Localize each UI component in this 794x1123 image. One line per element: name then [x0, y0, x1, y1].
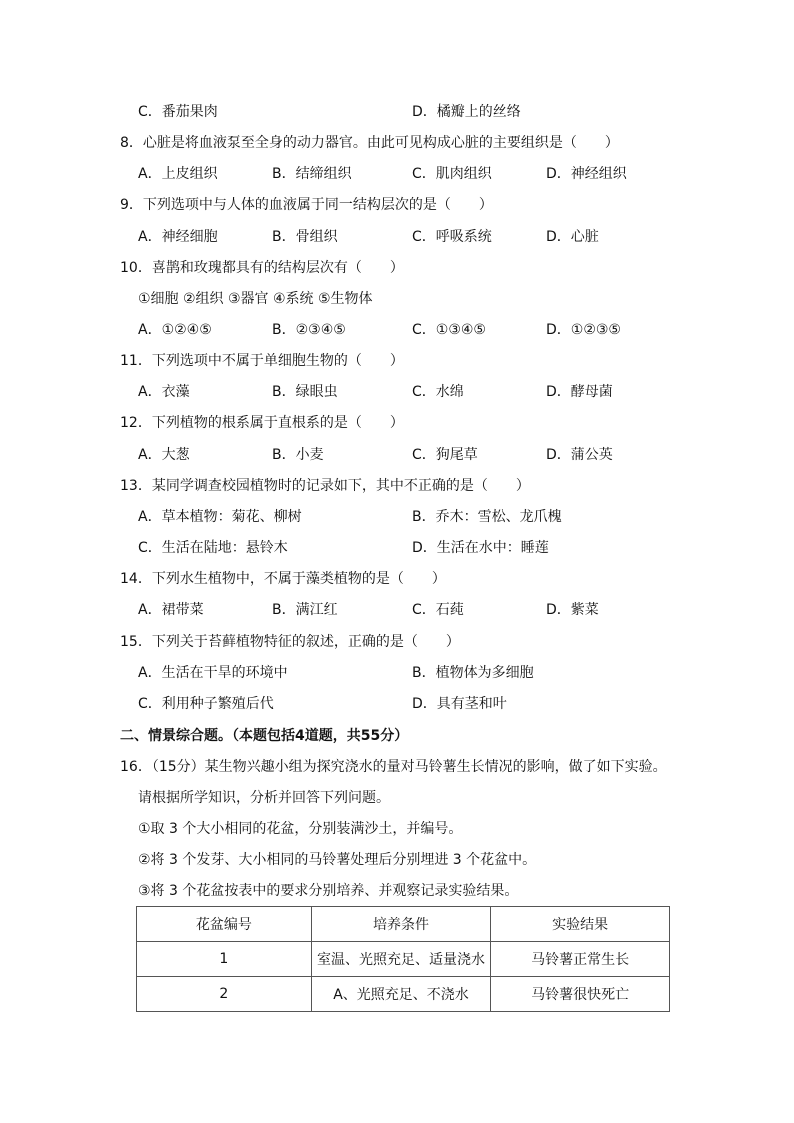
table-header-cell: 培养条件	[311, 907, 491, 942]
q8-option-b: B．结缔组织	[272, 166, 352, 182]
table-cell: 马铃薯正常生长	[491, 942, 670, 977]
q12-stem: 12．下列植物的根系属于直根系的是（ ）	[120, 415, 404, 431]
q13-stem: 13．某同学调查校园植物时的记录如下，其中不正确的是（ ）	[120, 478, 530, 494]
q10-option-d: D．①②③⑤	[546, 322, 621, 338]
q13-option-c: C．生活在陆地：悬铃木	[138, 540, 288, 556]
q8-option-d: D．神经组织	[546, 166, 627, 182]
table-row	[137, 977, 670, 1012]
q15-option-a: A．生活在干旱的环境中	[138, 665, 288, 681]
q12-option-a: A．大葱	[138, 447, 190, 463]
table-header-row	[137, 907, 670, 942]
q10-option-b: B．②③④⑤	[272, 322, 346, 338]
q14-option-c: C．石莼	[412, 602, 464, 618]
q7-option-d: D．橘瓣上的丝络	[412, 104, 521, 120]
table-cell: 马铃薯很快死亡	[491, 977, 670, 1012]
q11-stem: 11．下列选项中不属于单细胞生物的（ ）	[120, 353, 404, 369]
q10-subline: ①细胞 ②组织 ③器官 ④系统 ⑤生物体	[138, 291, 373, 307]
q13-option-d: D．生活在水中：睡莲	[412, 540, 549, 556]
q9-option-a: A．神经细胞	[138, 229, 218, 245]
q8-stem: 8．心脏是将血液泵至全身的动力器官。由此可见构成心脏的主要组织是（ ）	[120, 135, 619, 151]
q11-option-d: D．酵母菌	[546, 384, 613, 400]
q11-option-a: A．衣藻	[138, 384, 190, 400]
q16-step-2: ②将 3 个发芽、大小相同的马铃薯处理后分别埋进 3 个花盆中。	[138, 852, 537, 868]
table-cell: A、光照充足、不浇水	[311, 977, 491, 1012]
q7-option-c: C．番茄果肉	[138, 104, 218, 120]
q9-option-d: D．心脏	[546, 229, 599, 245]
table-cell: 2	[137, 977, 312, 1012]
q14-option-a: A．裙带菜	[138, 602, 204, 618]
q15-option-d: D．具有茎和叶	[412, 696, 507, 712]
q9-option-b: B．骨组织	[272, 229, 338, 245]
q13-option-b: B．乔木：雪松、龙爪槐	[412, 509, 562, 525]
q8-option-a: A．上皮组织	[138, 166, 218, 182]
q9-stem: 9．下列选项中与人体的血液属于同一结构层次的是（ ）	[120, 197, 493, 213]
q11-option-c: C．水绵	[412, 384, 464, 400]
q12-option-b: B．小麦	[272, 447, 324, 463]
q13-option-a: A．草本植物：菊花、柳树	[138, 509, 302, 525]
q16-step-3: ③将 3 个花盆按表中的要求分别培养、并观察记录实验结果。	[138, 883, 519, 899]
section-2-title: 二、情景综合题。（本题包括4道题，共55分）	[120, 728, 409, 744]
q14-option-d: D．紫菜	[546, 602, 599, 618]
q16-step-1: ①取 3 个大小相同的花盆，分别装满沙土，并编号。	[138, 821, 463, 837]
table-cell: 1	[137, 942, 312, 977]
q9-option-c: C．呼吸系统	[412, 229, 492, 245]
q11-option-b: B．绿眼虫	[272, 384, 338, 400]
q10-stem: 10．喜鹊和玫瑰都具有的结构层次有（ ）	[120, 260, 404, 276]
q12-option-d: D．蒲公英	[546, 447, 613, 463]
q8-option-c: C．肌肉组织	[412, 166, 492, 182]
q15-stem: 15．下列关于苔藓植物特征的叙述，正确的是（ ）	[120, 634, 460, 650]
table-row	[137, 942, 670, 977]
table-cell: 室温、光照充足、适量浇水	[311, 942, 491, 977]
q15-option-b: B．植物体为多细胞	[412, 665, 534, 681]
q16-stem: 16．（15分）某生物兴趣小组为探究浇水的量对马铃薯生长情况的影响，做了如下实验。	[120, 759, 667, 775]
table-header-cell: 实验结果	[491, 907, 670, 942]
q14-option-b: B．满江红	[272, 602, 338, 618]
table-header-cell: 花盆编号	[137, 907, 312, 942]
q12-option-c: C．狗尾草	[412, 447, 478, 463]
q10-option-c: C．①③④⑤	[412, 322, 486, 338]
experiment-table	[136, 906, 670, 1012]
q16-stem-2: 请根据所学知识，分析并回答下列问题。	[138, 790, 390, 806]
q14-stem: 14．下列水生植物中，不属于藻类植物的是（ ）	[120, 571, 446, 587]
q10-option-a: A．①②④⑤	[138, 322, 212, 338]
q15-option-c: C．利用种子繁殖后代	[138, 696, 274, 712]
